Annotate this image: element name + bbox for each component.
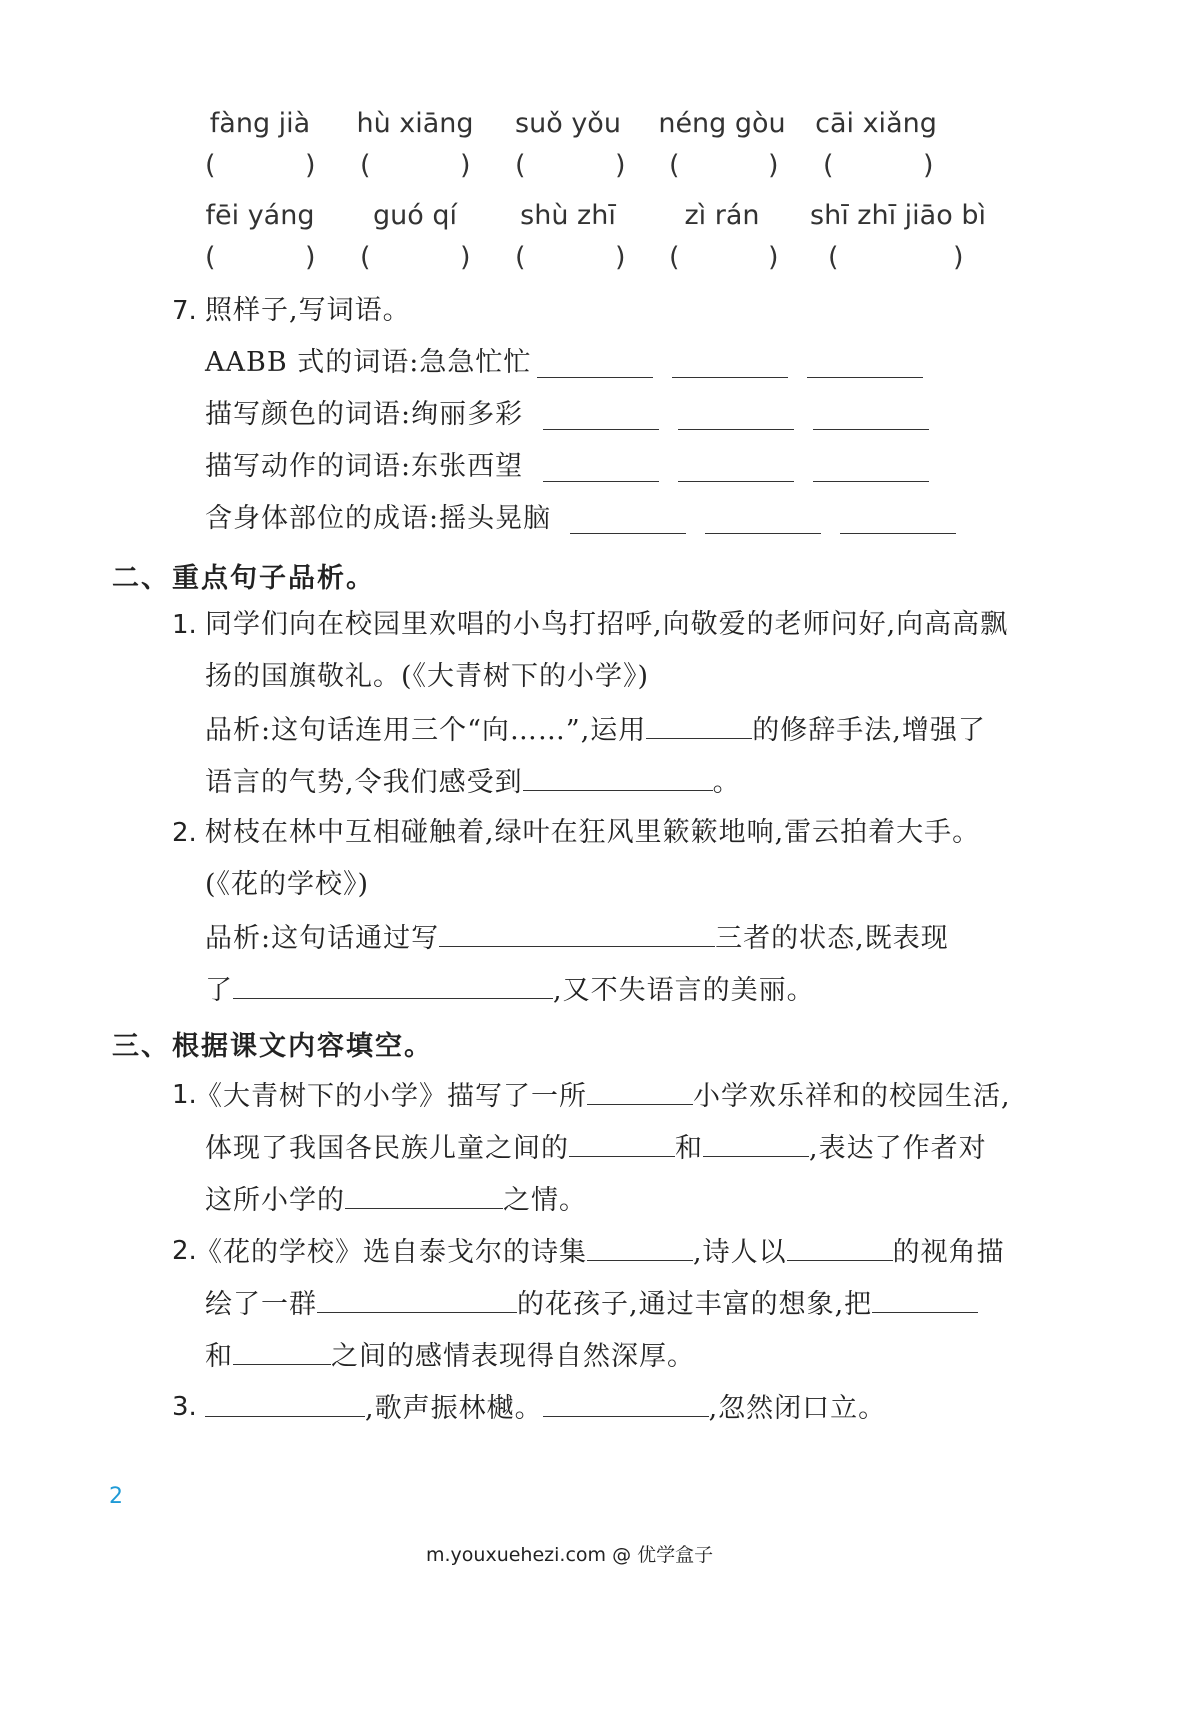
row2-answer-close-paren-5: )	[953, 242, 964, 273]
s3-q2-l2a: 绘了一群	[205, 1289, 317, 1320]
s3-q1-l3b: 之情。	[503, 1185, 587, 1216]
row2-pinyin-1: fēi yáng	[205, 200, 315, 231]
row1-answer-close-paren-2: )	[460, 150, 471, 181]
q7-action-blank-2[interactable]	[678, 481, 794, 482]
s3-q2-l3b: 之间的感情表现得自然深厚。	[331, 1341, 695, 1372]
page-number: 2	[109, 1484, 123, 1509]
s2-q2-express-blank[interactable]	[233, 972, 553, 999]
s3-q1-line1	[195, 1078, 1011, 1114]
row1-pinyin-5: cāi xiǎng	[815, 108, 937, 139]
s3-q2-line3	[205, 1338, 695, 1374]
s3-q2-l1c: 的视角描	[892, 1237, 1005, 1268]
s3-q3-b: ,忽然闭口立。	[708, 1393, 887, 1424]
s2-q1-rhetoric-blank[interactable]	[646, 712, 752, 739]
q7-aabb-blank-3[interactable]	[807, 377, 923, 378]
s2-q1-line2: 扬的国旗敬礼。(《大青树下的小学》)	[205, 661, 650, 692]
s3-q1-line3	[205, 1182, 587, 1218]
s2-q2-line2: (《花的学校》)	[205, 869, 370, 900]
s3-q2-l1b: ,诗人以	[693, 1237, 787, 1268]
s3-q2-l2b: 的花孩子,通过丰富的想象,把	[517, 1289, 873, 1320]
s3-q1-l1a: 《大青树下的小学》描写了一所	[195, 1081, 587, 1112]
row2-answer-open-paren-4[interactable]: (	[669, 242, 680, 273]
row2-pinyin-4: zì rán	[684, 200, 760, 231]
s3-q2-l3a: 和	[205, 1341, 233, 1372]
q7-row-aabb: AABB 式的词语:急急忙忙	[205, 347, 532, 378]
s3-q2-perspective-blank[interactable]	[787, 1234, 893, 1261]
section-2-title: 重点句子品析。	[172, 563, 375, 594]
q7-aabb-blank-1[interactable]	[537, 377, 653, 378]
row1-answer-close-paren-1: )	[305, 150, 316, 181]
s3-q2-line1	[195, 1234, 1005, 1270]
row2-answer-open-paren-1[interactable]: (	[205, 242, 216, 273]
s3-q2-object-blank-1[interactable]	[872, 1286, 978, 1313]
row2-pinyin-5: shī zhī jiāo bì	[810, 200, 986, 231]
q7-action-blank-1[interactable]	[543, 481, 659, 482]
s2-q1-a2: 的修辞手法,增强了	[752, 715, 986, 746]
footer-source: m.youxuehezi.com @ 优学盒子	[426, 1544, 714, 1566]
row1-answer-open-paren-1[interactable]: (	[205, 150, 216, 181]
q7-body-blank-2[interactable]	[705, 533, 821, 534]
row1-answer-close-paren-3: )	[615, 150, 626, 181]
s3-q3-line	[205, 1390, 886, 1426]
s2-q1-a1: 品析:这句话连用三个“向……”,运用	[205, 715, 647, 746]
s3-q1-feeling-blank[interactable]	[345, 1182, 503, 1209]
s3-q1-number: 1.	[172, 1080, 197, 1110]
s2-q1-line1: 同学们向在校园里欢唱的小鸟打招呼,向敬爱的老师问好,向高高飘	[205, 609, 1009, 640]
row1-answer-close-paren-5: )	[923, 150, 934, 181]
q7-color-blank-1[interactable]	[543, 429, 659, 430]
q7-color-blank-2[interactable]	[678, 429, 794, 430]
row1-answer-open-paren-5[interactable]: (	[823, 150, 834, 181]
s3-q3-number: 3.	[172, 1392, 197, 1422]
s3-q3-a: ,歌声振林樾。	[365, 1393, 543, 1424]
q7-row-body: 含身体部位的成语:摇头晃脑	[205, 503, 552, 534]
s2-q2-analysis-line1	[205, 920, 949, 956]
s3-q1-l2b: 和	[675, 1133, 703, 1164]
s3-q2-l1a: 《花的学校》选自泰戈尔的诗集	[195, 1237, 587, 1268]
row2-answer-close-paren-1: )	[305, 242, 316, 273]
row2-pinyin-2: guó qí	[373, 200, 457, 231]
q7-title: 照样子,写词语。	[205, 295, 411, 326]
section-2-number: 二、	[112, 563, 170, 594]
row1-pinyin-2: hù xiāng	[356, 108, 474, 139]
row1-pinyin-1: fàng jià	[209, 108, 311, 139]
s3-q2-collection-blank[interactable]	[587, 1234, 693, 1261]
q7-number: 7.	[172, 296, 197, 326]
s3-q1-line2	[205, 1130, 987, 1166]
s3-q2-object-blank-2[interactable]	[233, 1338, 331, 1365]
s3-q1-l3a: 这所小学的	[205, 1185, 345, 1216]
s2-q2-a4: ,又不失语言的美丽。	[553, 975, 815, 1006]
row2-answer-close-paren-2: )	[460, 242, 471, 273]
s2-q2-a3: 了	[205, 975, 233, 1006]
row1-pinyin-4: néng gòu	[658, 108, 786, 139]
s3-q1-between-blank-1[interactable]	[569, 1130, 675, 1157]
s2-q2-number: 2.	[172, 818, 197, 848]
row1-answer-open-paren-2[interactable]: (	[360, 150, 371, 181]
row1-pinyin-3: suǒ yǒu	[515, 108, 621, 139]
row2-answer-close-paren-4: )	[768, 242, 779, 273]
s3-q1-l2a: 体现了我国各民族儿童之间的	[205, 1133, 569, 1164]
q7-body-blank-1[interactable]	[570, 533, 686, 534]
s2-q2-a1: 品析:这句话通过写	[205, 923, 440, 954]
q7-color-blank-3[interactable]	[813, 429, 929, 430]
s2-q1-analysis-line2	[205, 764, 741, 800]
row2-answer-open-paren-5[interactable]: (	[828, 242, 839, 273]
s3-q1-l2c: ,表达了作者对	[809, 1133, 987, 1164]
row2-answer-open-paren-2[interactable]: (	[360, 242, 371, 273]
s2-q2-three-blank[interactable]	[439, 920, 715, 947]
row1-answer-open-paren-4[interactable]: (	[669, 150, 680, 181]
s2-q1-a3: 语言的气势,令我们感受到	[205, 767, 523, 798]
row1-answer-close-paren-4: )	[768, 150, 779, 181]
s3-q1-l1b: 小学欢乐祥和的校园生活,	[693, 1081, 1011, 1112]
s3-q1-school-blank[interactable]	[587, 1078, 693, 1105]
section-3-title: 根据课文内容填空。	[172, 1031, 433, 1062]
row2-pinyin-3: shù zhī	[520, 200, 616, 231]
section-3-number: 三、	[112, 1031, 170, 1062]
s3-q3-blank-2[interactable]	[543, 1390, 709, 1417]
s2-q1-analysis-line1	[205, 712, 986, 748]
q7-body-blank-3[interactable]	[840, 533, 956, 534]
s3-q2-children-blank[interactable]	[317, 1286, 517, 1313]
s3-q3-blank-1[interactable]	[205, 1390, 365, 1417]
q7-row-color: 描写颜色的词语:绚丽多彩	[205, 399, 524, 430]
s2-q1-a4: 。	[712, 767, 741, 798]
row2-answer-close-paren-3: )	[615, 242, 626, 273]
s2-q1-number: 1.	[172, 610, 197, 640]
s2-q2-line1: 树枝在林中互相碰触着,绿叶在狂风里簌簌地响,雷云拍着大手。	[205, 817, 981, 848]
s2-q2-a2: 三者的状态,既表现	[715, 923, 949, 954]
q7-aabb-blank-2[interactable]	[672, 377, 788, 378]
s3-q2-line2	[205, 1286, 978, 1322]
s3-q2-number: 2.	[172, 1236, 197, 1266]
s2-q2-analysis-line2	[205, 972, 815, 1008]
row1-answer-open-paren-3[interactable]: (	[515, 150, 526, 181]
q7-action-blank-3[interactable]	[813, 481, 929, 482]
s3-q1-between-blank-2[interactable]	[703, 1130, 809, 1157]
s2-q1-feeling-blank[interactable]	[523, 764, 713, 791]
q7-row-action: 描写动作的词语:东张西望	[205, 451, 524, 482]
row2-answer-open-paren-3[interactable]: (	[515, 242, 526, 273]
